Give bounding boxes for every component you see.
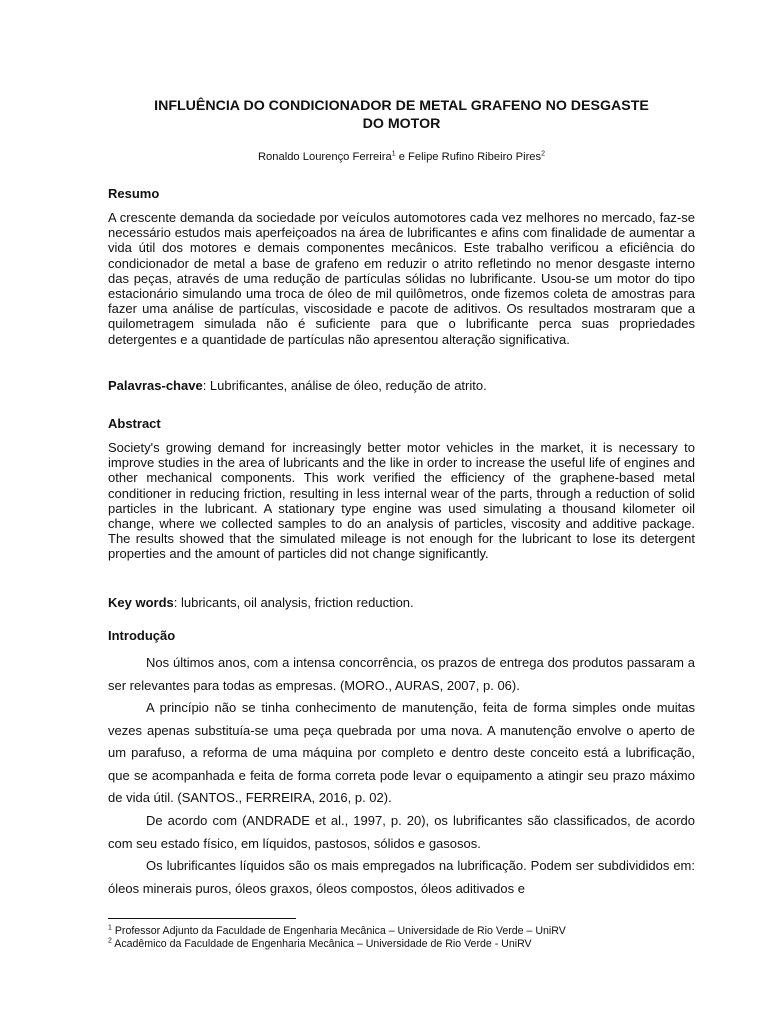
author-2-footnote-mark: 2 [541,150,546,158]
footnote-separator [108,918,296,919]
introducao-heading: Introdução [108,628,176,643]
author-connector: e [395,151,409,163]
intro-paragraph-2: A princípio não se tinha conhecimento de manutenção, feita de forma simples onde muitas vezes apenas substituía-se uma peça quebrada por uma nova. A manutenção envolve o aperto de um parafuso, a reforma de uma máquina por completo e dentro deste conceito está a lubrificação, que se acompanhada e feita de forma correta pode levar o equipamento a atingir seu prazo máximo de vida útil. (SANTOS., FERREIRA, 2016, p. 02). [108,700,695,806]
paper-title [108,97,695,133]
palavras-chave-text: : Lubrificantes, análise de óleo, redução de atrito. [202,378,487,393]
footnote-2-mark: 2 [108,937,112,945]
title-line-1: INFLUÊNCIA DO CONDICIONADOR DE METAL GRAFENO NO DESGASTE [154,98,649,114]
resumo-text: A crescente demanda da sociedade por veículos automotores cada vez melhores no mercado, faz-se necessário estudos mais aperfeiçoados na área de lubrificantes e afins com finalidade de aumentar a vida útil dos motores e demais componentes mecânicos. Este trabalho verificou a eficiência do condicionador de metal a base de grafeno em reduzir o atrito refletindo no menor desgaste interno das peças, através de uma redução de partículas sólidas no lubrificante. Usou-se um motor do tipo estacionário simulando uma troca de óleo de mil quilômetros, onde fizemos coleta de amostras para fazer uma análise de partículas, viscosidade e pacote de aditivos. Os resultados mostraram que a quilometragem simulada não é suficiente para que o lubrificante perca suas propriedades detergentes e a quantidade de partículas não apresentou alteração significativa. [108,210,695,347]
author-1: Ronaldo Lourenço Ferreira [257,151,392,163]
footnote-1-mark: 1 [108,924,112,932]
resumo-heading: Resumo [108,186,160,201]
intro-paragraph-3: De acordo com (ANDRADE et al., 1997, p. 20), os lubrificantes são classificados, de acordo com seu estado físico, em líquidos, pastosos, sólidos e gasosos. [108,813,695,851]
palavras-chave-label: Palavras-chave [108,378,203,393]
footnote-2-text: Acadêmico da Faculdade de Engenharia Mecânica – Universidade de Rio Verde - UniRV [111,938,532,950]
title-line-2: DO MOTOR [362,116,441,132]
abstract-heading: Abstract [108,416,161,431]
abstract-text: Society's growing demand for increasingly better motor vehicles in the market, it is necessary to improve studies in the area of lubricants and the like in order to increase the useful life of engines and other mechanical components. This work verified the efficiency of the graphene-based metal conditioner in reducing friction, resulting in less internal wear of the parts, through a reduction of solid particles in the lubricant. A stationary type engine was used simulating a thousand kilometer oil change, where we collected samples to do an analysis of particles, viscosity and additive package. The results showed that the simulated mileage is not enough for the lubricant to lose its detergent properties and the amount of particles did not change significantly. [108,440,695,562]
intro-paragraph-1: Nos últimos anos, com a intensa concorrência, os prazos de entrega dos produtos passaram a ser relevantes para todas as empresas. (MORO., AURAS, 2007, p. 06). [108,655,695,693]
footnote-1 [108,925,708,938]
author-2: Felipe Rufino Ribeiro Pires [408,151,542,163]
footnote-2 [108,938,708,951]
key-words [108,595,695,611]
author-1-footnote-mark: 1 [391,150,396,158]
key-words-text: : lubricants, oil analysis, friction reduction. [173,595,414,610]
palavras-chave [108,378,695,394]
footnote-1-text: Professor Adjunto da Faculdade de Engenharia Mecânica – Universidade de Rio Verde – UniRV [111,925,566,937]
intro-paragraph-4: Os lubrificantes líquidos são os mais empregados na lubrificação. Podem ser subdivididos em: óleos minerais puros, óleos graxos, óleos compostos, óleos aditivados e [108,858,695,896]
author-line [108,150,695,164]
key-words-label: Key words [108,595,174,610]
